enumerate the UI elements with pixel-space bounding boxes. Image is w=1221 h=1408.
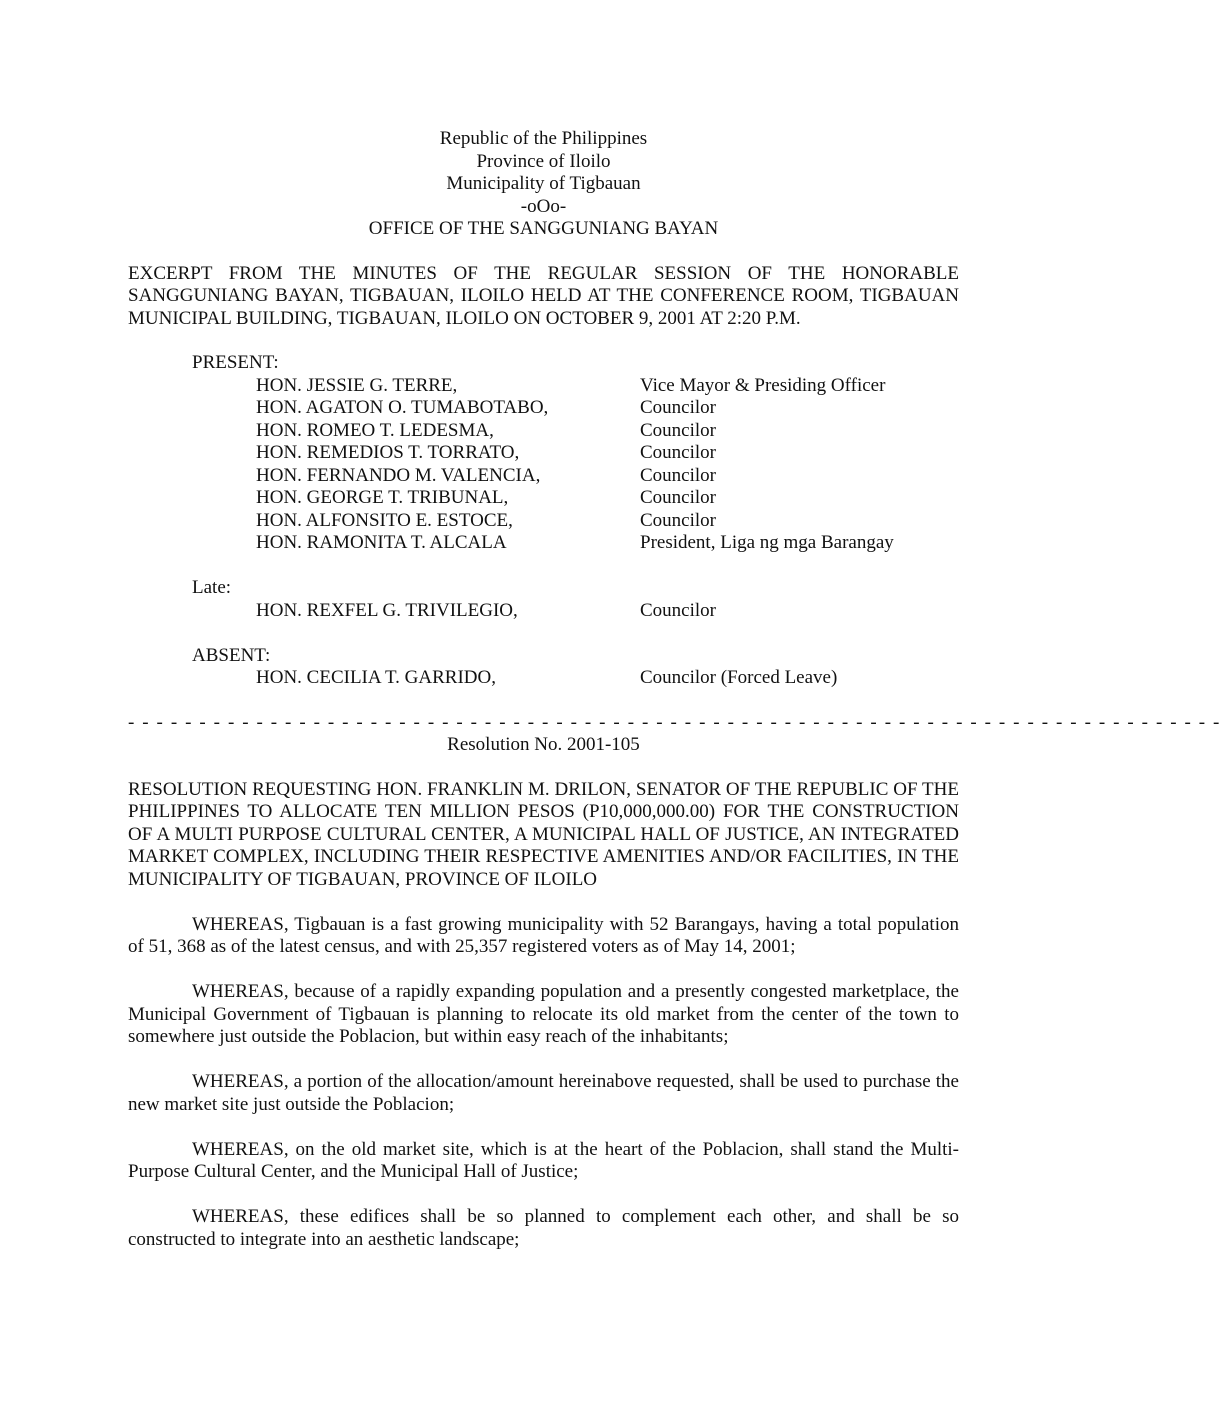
attendee-row bbox=[192, 465, 959, 488]
municipality-line: Municipality of Tigbauan bbox=[446, 173, 641, 194]
attendee-role: Vice Mayor & Presiding Officer bbox=[640, 374, 886, 396]
dashed-divider: - - - - - - - - - - - - - - - - - - - - - - - - - - - - - - - - - - - - - - - - - - - - - - - - - - - - - - - - - - - - - - - - - - - - - - - - - - - - - bbox=[128, 712, 1221, 733]
attendee-name: HON. FERNANDO M. VALENCIA, bbox=[256, 464, 541, 486]
attendee-name: HON. ROMEO T. LEDESMA, bbox=[256, 419, 494, 441]
whereas-clause: WHEREAS, a portion of the allocation/amount hereinabove requested, shall be used to purchase the new market site just outside the Poblacion; bbox=[128, 1071, 959, 1115]
attendee-row bbox=[192, 442, 959, 465]
attendee-role: Councilor bbox=[640, 397, 716, 418]
country-line: Republic of the Philippines bbox=[439, 128, 648, 149]
whereas-clause: WHEREAS, on the old market site, which is at the heart of the Poblacion, shall stand the Multi-Purpose Cultural Center, and the Municipal Hall of Justice; bbox=[128, 1138, 959, 1182]
absent-group bbox=[192, 645, 959, 690]
attendee-name: HON. JESSIE G. TERRE, bbox=[256, 374, 458, 396]
attendee-role: Councilor (Forced Leave) bbox=[640, 667, 838, 688]
province-line: Province of Iloilo bbox=[476, 150, 611, 172]
whereas-clause: WHEREAS, because of a rapidly expanding population and a presently congested marketplace, the Municipal Government of Tigbauan is planning to relocate its old market from the center of the town to somewhere just outside the Poblacion, but within easy reach of the inhabitants; bbox=[128, 981, 959, 1047]
late-label: Late: bbox=[192, 577, 232, 598]
attendee-role: Councilor bbox=[640, 442, 716, 463]
attendee-row bbox=[192, 667, 959, 690]
attendee-row bbox=[192, 510, 959, 533]
excerpt-heading: EXCERPT FROM THE MINUTES OF THE REGULAR SESSION OF THE HONORABLE SANGGUNIANG BAYAN, TIGBAUAN, ILOILO HELD AT THE CONFERENCE ROOM, TIGBAUAN MUNICIPAL BUILDING, TIGBAUAN, ILOILO ON OCTOBER 9, 2001 AT 2:20 P.M. bbox=[128, 262, 959, 329]
attendee-row bbox=[192, 375, 959, 398]
present-label: PRESENT: bbox=[192, 352, 279, 373]
absent-label: ABSENT: bbox=[192, 644, 271, 666]
document-page bbox=[128, 128, 1221, 1251]
resolution-number: Resolution No. 2001-105 bbox=[447, 734, 640, 755]
attendee-role: Councilor bbox=[640, 487, 716, 508]
ornament-line: -oOo- bbox=[520, 195, 567, 217]
attendee-role: Councilor bbox=[640, 509, 716, 531]
attendee-role: Councilor bbox=[640, 419, 716, 441]
attendee-row bbox=[192, 487, 959, 510]
attendee-name: HON. ALFONSITO E. ESTOCE, bbox=[256, 509, 513, 531]
attendee-name: HON. REMEDIOS T. TORRATO, bbox=[256, 442, 520, 463]
letterhead bbox=[128, 128, 959, 241]
late-group bbox=[192, 577, 959, 622]
attendee-name: HON. AGATON O. TUMABOTABO, bbox=[256, 397, 549, 418]
office-line: OFFICE OF THE SANGGUNIANG BAYAN bbox=[368, 218, 719, 239]
attendee-row bbox=[192, 532, 959, 555]
attendee-name: HON. REXFEL G. TRIVILEGIO, bbox=[256, 599, 518, 621]
attendee-role: Councilor bbox=[640, 599, 716, 621]
attendee-role: President, Liga ng mga Barangay bbox=[640, 532, 894, 553]
attendee-name: HON. CECILIA T. GARRIDO, bbox=[256, 667, 496, 688]
attendee-row bbox=[192, 420, 959, 443]
resolution-title: RESOLUTION REQUESTING HON. FRANKLIN M. DRILON, SENATOR OF THE REPUBLIC OF THE PHILIPPINES TO ALLOCATE TEN MILLION PESOS (P10,000,000.00) FOR THE CONSTRUCTION OF A MULTI PURPOSE CULTURAL CENTER, A MUNICIPAL HALL OF JUSTICE, AN INTEGRATED MARKET COMPLEX, INCLUDING THEIR RESPECTIVE AMENITIES AND/OR FACILITIES, IN THE MUNICIPALITY OF TIGBAUAN, PROVINCE OF ILOILO bbox=[128, 778, 959, 890]
present-group bbox=[192, 352, 959, 555]
attendee-role: Councilor bbox=[640, 464, 716, 486]
attendee-name: HON. RAMONITA T. ALCALA bbox=[256, 532, 507, 553]
attendance-list bbox=[192, 352, 959, 690]
attendee-name: HON. GEORGE T. TRIBUNAL, bbox=[256, 487, 509, 508]
whereas-clause: WHEREAS, Tigbauan is a fast growing municipality with 52 Barangays, having a total population of 51, 368 as of the latest census, and with 25,357 registered voters as of May 14, 2001; bbox=[128, 913, 959, 957]
attendee-row bbox=[192, 397, 959, 420]
whereas-clause: WHEREAS, these edifices shall be so planned to complement each other, and shall be so constructed to integrate into an aesthetic landscape; bbox=[128, 1206, 959, 1250]
attendee-row bbox=[192, 600, 959, 623]
